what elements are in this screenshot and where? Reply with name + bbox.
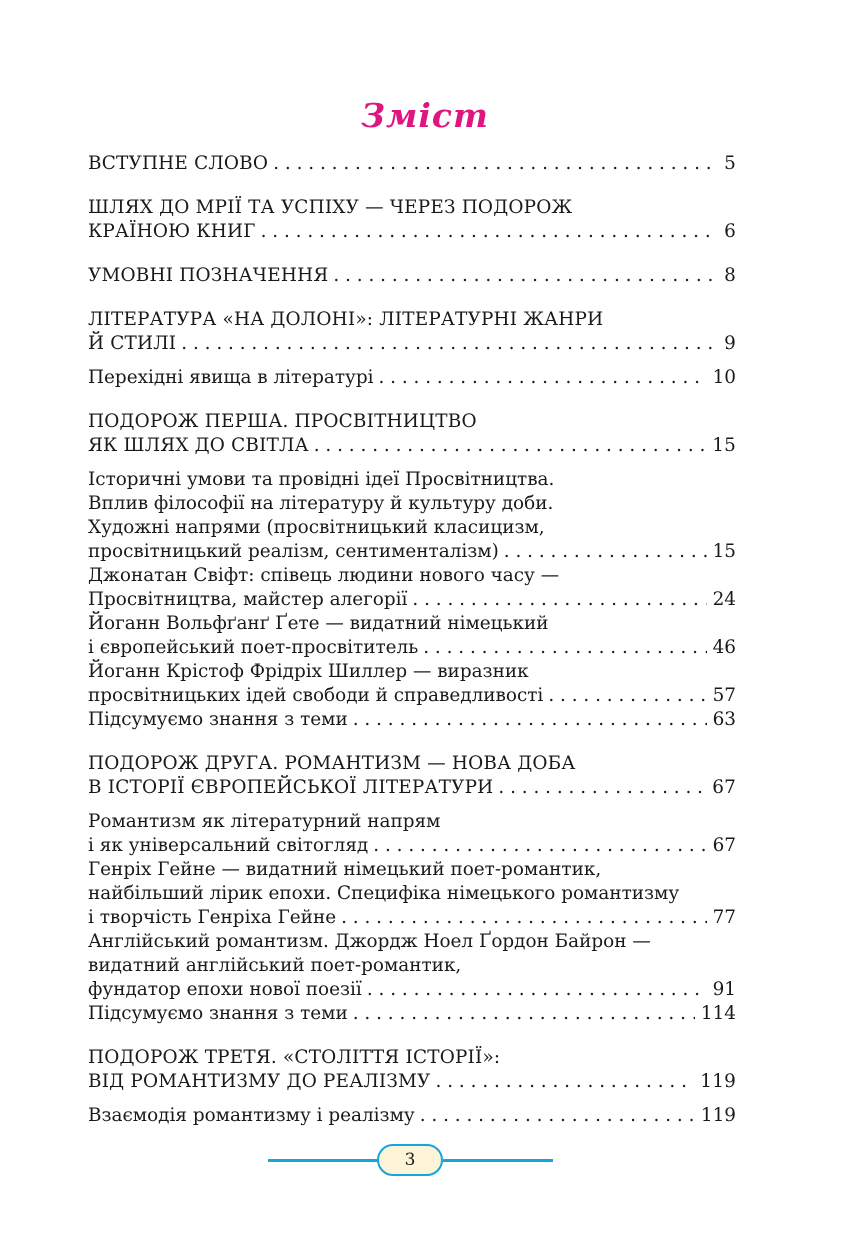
toc-item[interactable] [88,930,736,1002]
toc-entry-text: ЛІТЕРАТУРА «НА ДОЛОНІ»: ЛІТЕРАТУРНІ ЖАНРИ [88,309,604,330]
toc-item[interactable] [88,1104,736,1128]
toc-section[interactable] [88,152,736,176]
toc-entry-text: видатний англійський поет-романтик, [88,955,462,976]
toc-entry-text: Джонатан Свіфт: співець людини нового часу — [88,565,560,586]
toc-item[interactable] [88,1002,736,1026]
toc-entry-text: найбільший лірик епохи. Специфіка німецького романтизму [88,883,680,904]
dot-leader [418,636,706,660]
dot-leader [328,264,718,288]
toc-page-number: 5 [724,153,736,174]
toc-entry-text: Підсумуємо знання з теми [88,1003,348,1024]
dot-leader [256,220,719,244]
toc-entry-text: Романтизм як літературний напрям [88,811,441,832]
table-of-contents [88,152,736,1128]
toc-page-number: 67 [712,835,736,856]
toc-entry-text: і як універсальний світогляд [88,835,369,856]
dot-leader [368,834,706,858]
toc-item[interactable] [88,468,736,564]
toc-page-number: 15 [712,541,736,562]
toc-entry-text: Підсумуємо знання з теми [88,709,348,730]
toc-entry-text: і європейський поет-просвітитель [88,637,419,658]
dot-leader [543,684,706,708]
toc-entry-text: ШЛЯХ ДО МРІЇ ТА УСПІХУ — ЧЕРЕЗ ПОДОРОЖ [88,197,573,218]
dot-leader [309,434,706,458]
toc-entry-text: Художні напрями (просвітницький класицизм, [88,517,545,538]
dot-leader [336,906,707,930]
toc-entry-text: просвітницьких ідей свободи й справедливості [88,685,544,706]
toc-entry-text: Перехідні явища в літературі [88,367,374,388]
toc-page-number: 6 [724,221,736,242]
toc-entry-text: просвітницький реалізм, сентименталізм) [88,541,499,562]
page-title: Зміст [361,96,489,135]
toc-section[interactable] [88,196,736,244]
toc-item[interactable] [88,858,736,930]
toc-entry-text: ПОДОРОЖ ПЕРША. ПРОСВІТНИЦТВО [88,411,477,432]
toc-section[interactable] [88,1046,736,1094]
toc-page-number: 9 [724,333,736,354]
toc-entry-text: фундатор епохи нової поезії [88,979,362,1000]
dot-leader [415,1104,695,1128]
toc-page-number: 57 [712,685,736,706]
toc-page-number: 91 [712,979,736,1000]
toc-page-number: 46 [712,637,736,658]
toc-entry-text: Просвітництва, майстер алегорії [88,589,408,610]
toc-entry-text: Англійський романтизм. Джордж Ноел Ґордон Байрон — [88,931,651,952]
dot-leader [499,540,707,564]
toc-page-number: 63 [712,709,736,730]
toc-entry-text: В ІСТОРІЇ ЄВРОПЕЙСЬКОЇ ЛІТЕРАТУРИ [88,777,494,798]
toc-item[interactable] [88,612,736,660]
toc-entry-text: Генріх Гейне — видатний німецький поет-романтик, [88,859,602,880]
toc-entry-text: Вплив філософії на літературу й культуру доби. [88,493,554,514]
toc-entry-text: ЯК ШЛЯХ ДО СВІТЛА [88,435,309,456]
toc-entry-text: Історичні умови та провідні ідеї Просвітництва. [88,469,555,490]
toc-entry-text: і творчість Генріха Гейне [88,907,337,928]
toc-page-number: 24 [712,589,736,610]
toc-section[interactable] [88,410,736,458]
page-number-badge: 3 [377,1144,443,1176]
toc-entry-text: ВІД РОМАНТИЗМУ ДО РЕАЛІЗМУ [88,1071,431,1092]
page-footer [0,1144,850,1180]
toc-item[interactable] [88,564,736,612]
toc-page-number: 8 [724,265,736,286]
toc-item[interactable] [88,660,736,708]
footer-rule-right [443,1159,553,1162]
dot-leader [362,978,707,1002]
dot-leader [348,708,707,732]
toc-page-number: 77 [712,907,736,928]
toc-page-number: 119 [700,1071,736,1092]
toc-page-number: 15 [712,435,736,456]
toc-entry-text: КРАЇНОЮ КНИГ [88,221,256,242]
toc-page-number: 67 [712,777,736,798]
toc-entry-text: Й СТИЛІ [88,333,177,354]
toc-item[interactable] [88,708,736,732]
toc-page-number: 119 [700,1105,736,1126]
toc-entry-text: ПОДОРОЖ ДРУГА. РОМАНТИЗМ — НОВА ДОБА [88,753,576,774]
dot-leader [373,366,706,390]
toc-entry-text: Йоганн Вольфґанґ Ґете — видатний німецький [88,613,549,634]
footer-rule-left [268,1159,378,1162]
toc-entry-text: Взаємодія романтизму і реалізму [88,1105,415,1126]
toc-entry-text: УМОВНІ ПОЗНАЧЕННЯ [88,265,329,286]
toc-section[interactable] [88,752,736,800]
toc-item[interactable] [88,366,736,390]
toc-section[interactable] [88,308,736,356]
dot-leader [176,332,718,356]
toc-item[interactable] [88,810,736,858]
dot-leader [407,588,706,612]
toc-entry-text: Йоганн Крістоф Фрідріх Шиллер — виразник [88,661,529,682]
dot-leader [431,1070,695,1094]
toc-page-number: 114 [700,1003,736,1024]
dot-leader [493,776,706,800]
toc-entry-text: ПОДОРОЖ ТРЕТЯ. «СТОЛІТТЯ ІСТОРІЇ»: [88,1047,501,1068]
dot-leader [348,1002,695,1026]
toc-section[interactable] [88,264,736,288]
dot-leader [268,152,718,176]
toc-page-number: 10 [712,367,736,388]
toc-entry-text: ВСТУПНЕ СЛОВО [88,153,269,174]
